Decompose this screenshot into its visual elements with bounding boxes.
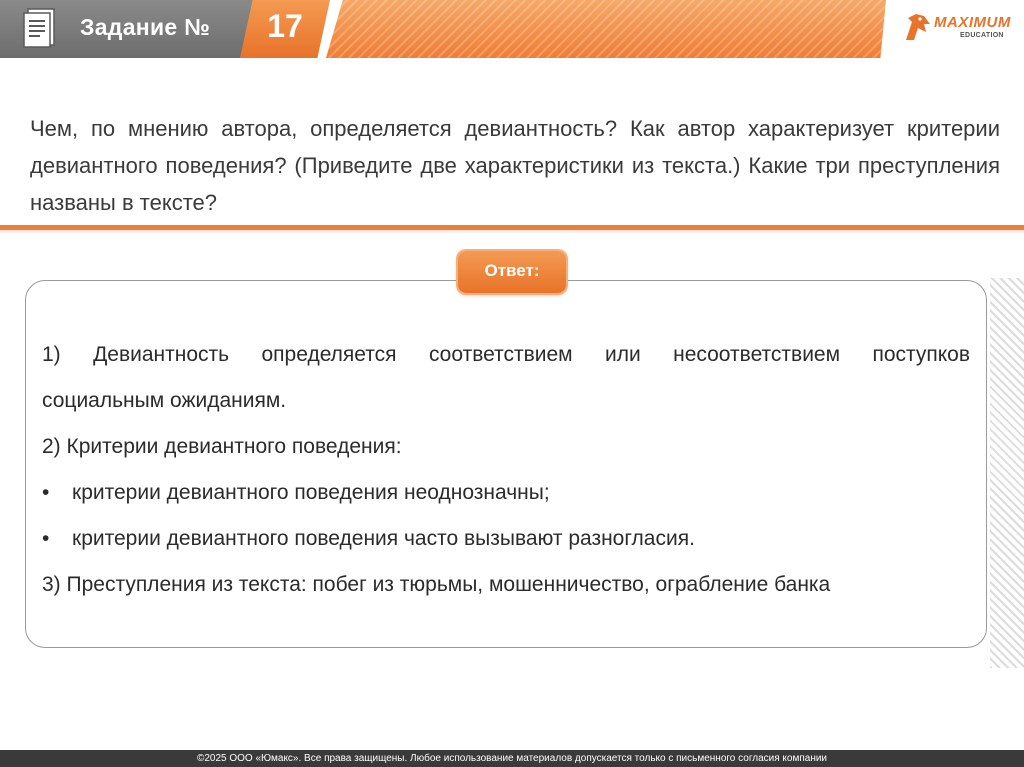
task-label: Задание № xyxy=(80,14,211,40)
horse-logo-icon xyxy=(902,10,934,44)
answer-content xyxy=(42,332,970,608)
list-item xyxy=(42,516,970,562)
list-item xyxy=(42,470,970,516)
bullet-text-2: критерии девиантного поведения часто вызывают разногласия. xyxy=(72,527,695,550)
logo xyxy=(890,0,1024,58)
side-striped-decoration xyxy=(990,278,1024,668)
task-number: 17 xyxy=(267,8,303,44)
header-bar xyxy=(0,0,1024,58)
answer-line-1b: социальным ожиданиям. xyxy=(42,389,287,412)
answer-badge: Ответ: xyxy=(458,251,566,293)
copyright-footer: ©2025 ООО «Юмакс». Все права защищены. Любое использование материалов допускается только с письменного согласия компании xyxy=(0,750,1024,767)
bullet-text-1: критерии девиантного поведения неоднозначны; xyxy=(72,481,550,504)
logo-text: MAXIMUM xyxy=(934,14,1011,31)
bullet-icon: • xyxy=(42,481,50,504)
logo-subtext: EDUCATION xyxy=(960,32,1004,39)
answer-line-1a: 1) Девиантность определяется соответствием или несоответствием поступков xyxy=(42,343,970,366)
header-title-panel xyxy=(0,0,262,58)
answer-line-2: 2) Критерии девиантного поведения: xyxy=(42,435,402,458)
document-icon xyxy=(22,7,58,49)
bullet-icon: • xyxy=(42,527,50,550)
divider-shadow xyxy=(0,230,1024,234)
question-text: Чем, по мнению автора, определяется девиантность? Как автор характеризует критерии девиантного поведения? (Приведите две характеристики из текста.) Какие три преступления названы в тексте? xyxy=(30,116,1000,215)
answer-line-3: 3) Преступления из текста: побег из тюрьмы, мошенничество, ограбление банка xyxy=(42,573,831,596)
header-striped-band xyxy=(326,0,886,58)
